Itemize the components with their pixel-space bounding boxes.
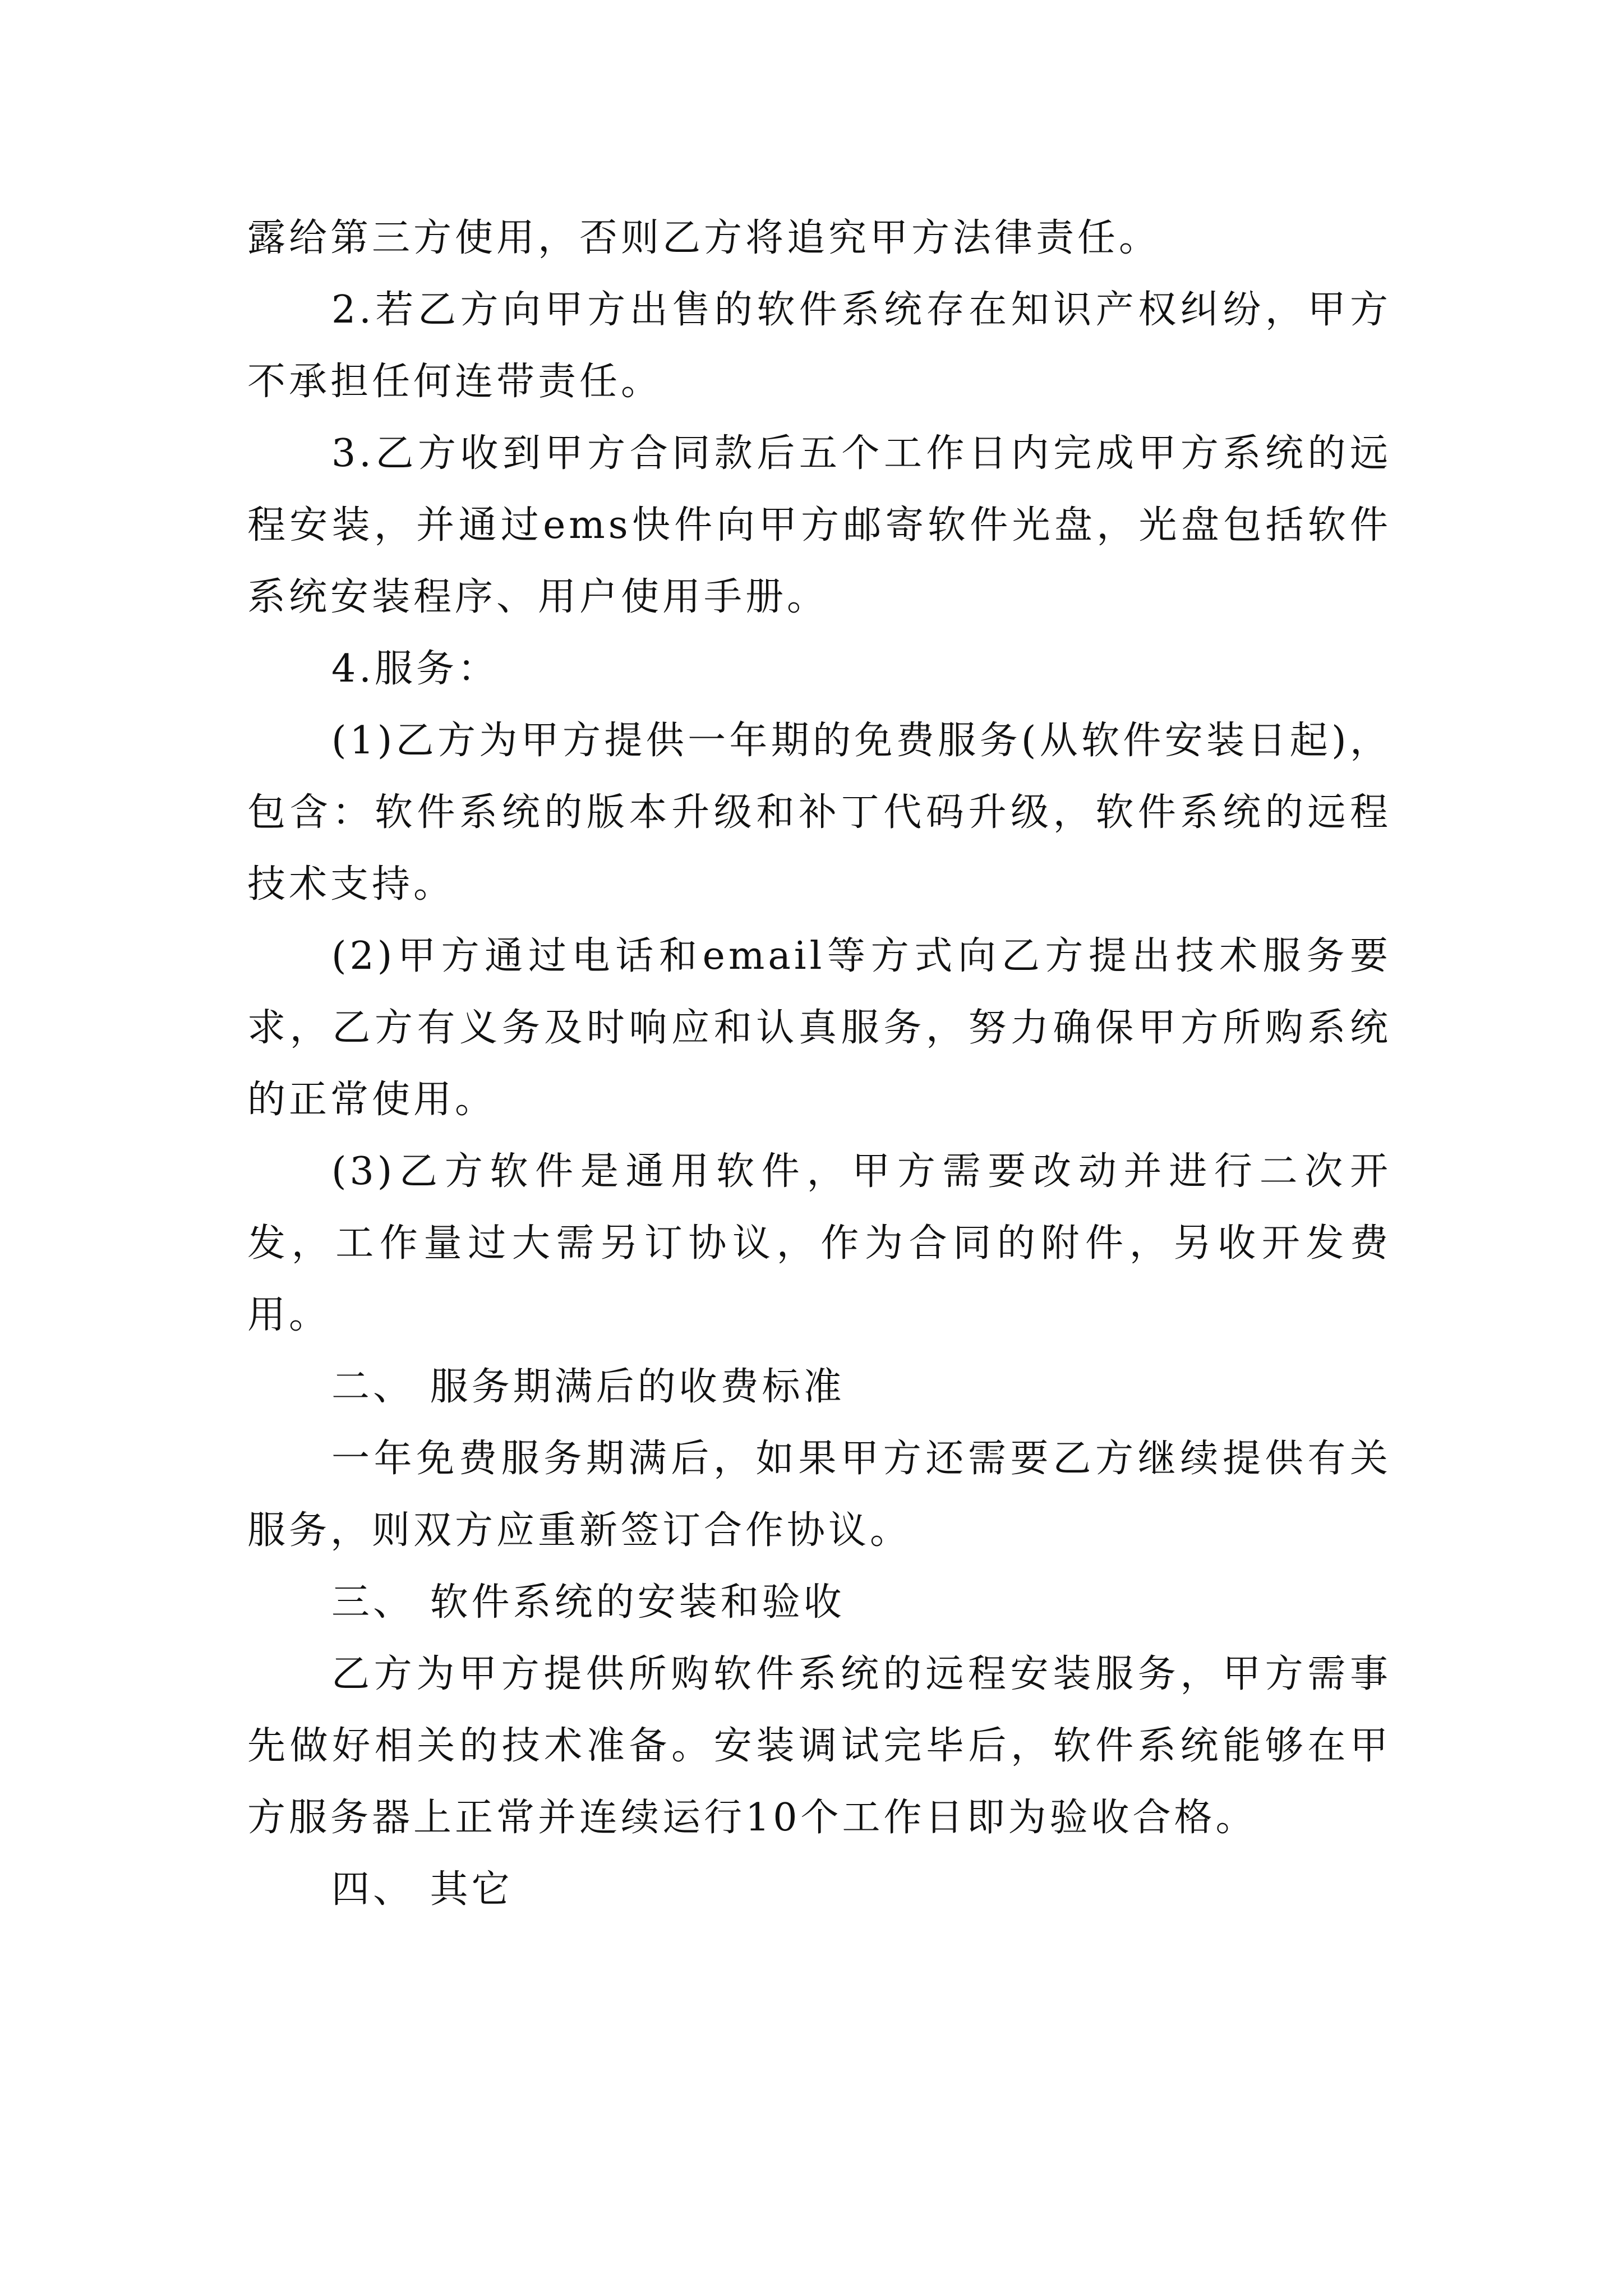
- paragraph-continuation: 露给第三方使用，否则乙方将追究甲方法律责任。: [247, 216, 1161, 260]
- paragraph-service-2: (2)甲方通过电话和email等方式向乙方提出技术服务要求，乙方有义务及时响应和认真服务，努力确保甲方所购系统的正常使用。: [247, 934, 1391, 1122]
- paragraph-service-3: (3)乙方软件是通用软件，甲方需要改动并进行二次开发，工作量过大需另订协议，作为合同的附件，另收开发费用。: [247, 1149, 1391, 1337]
- document-body: [247, 203, 1391, 1926]
- section-heading-4: 四、 其它: [331, 1867, 513, 1912]
- paragraph-clause-2: 2.若乙方向甲方出售的软件系统存在知识产权纠纷，甲方不承担任何连带责任。: [247, 288, 1391, 404]
- paragraph-clause-4-heading: 4.服务：: [331, 647, 499, 691]
- paragraph-service-1: (1)乙方为甲方提供一年期的免费服务(从软件安装日起)，包含：软件系统的版本升级和补丁代码升级，软件系统的远程技术支持。: [247, 719, 1391, 907]
- paragraph-clause-3: 3.乙方收到甲方合同款后五个工作日内完成甲方系统的远程安装，并通过ems快件向甲方邮寄软件光盘，光盘包括软件系统安装程序、用户使用手册。: [247, 431, 1391, 619]
- section-heading-2: 二、 服务期满后的收费标准: [331, 1365, 845, 1409]
- paragraph-installation: 乙方为甲方提供所购软件系统的远程安装服务，甲方需事先做好相关的技术准备。安装调试完毕后，软件系统能够在甲方服务器上正常并连续运行10个工作日即为验收合格。: [247, 1652, 1391, 1840]
- paragraph-fee-standard: 一年免费服务期满后，如果甲方还需要乙方继续提供有关服务，则双方应重新签订合作协议。: [247, 1437, 1391, 1553]
- section-heading-3: 三、 软件系统的安装和验收: [331, 1580, 845, 1625]
